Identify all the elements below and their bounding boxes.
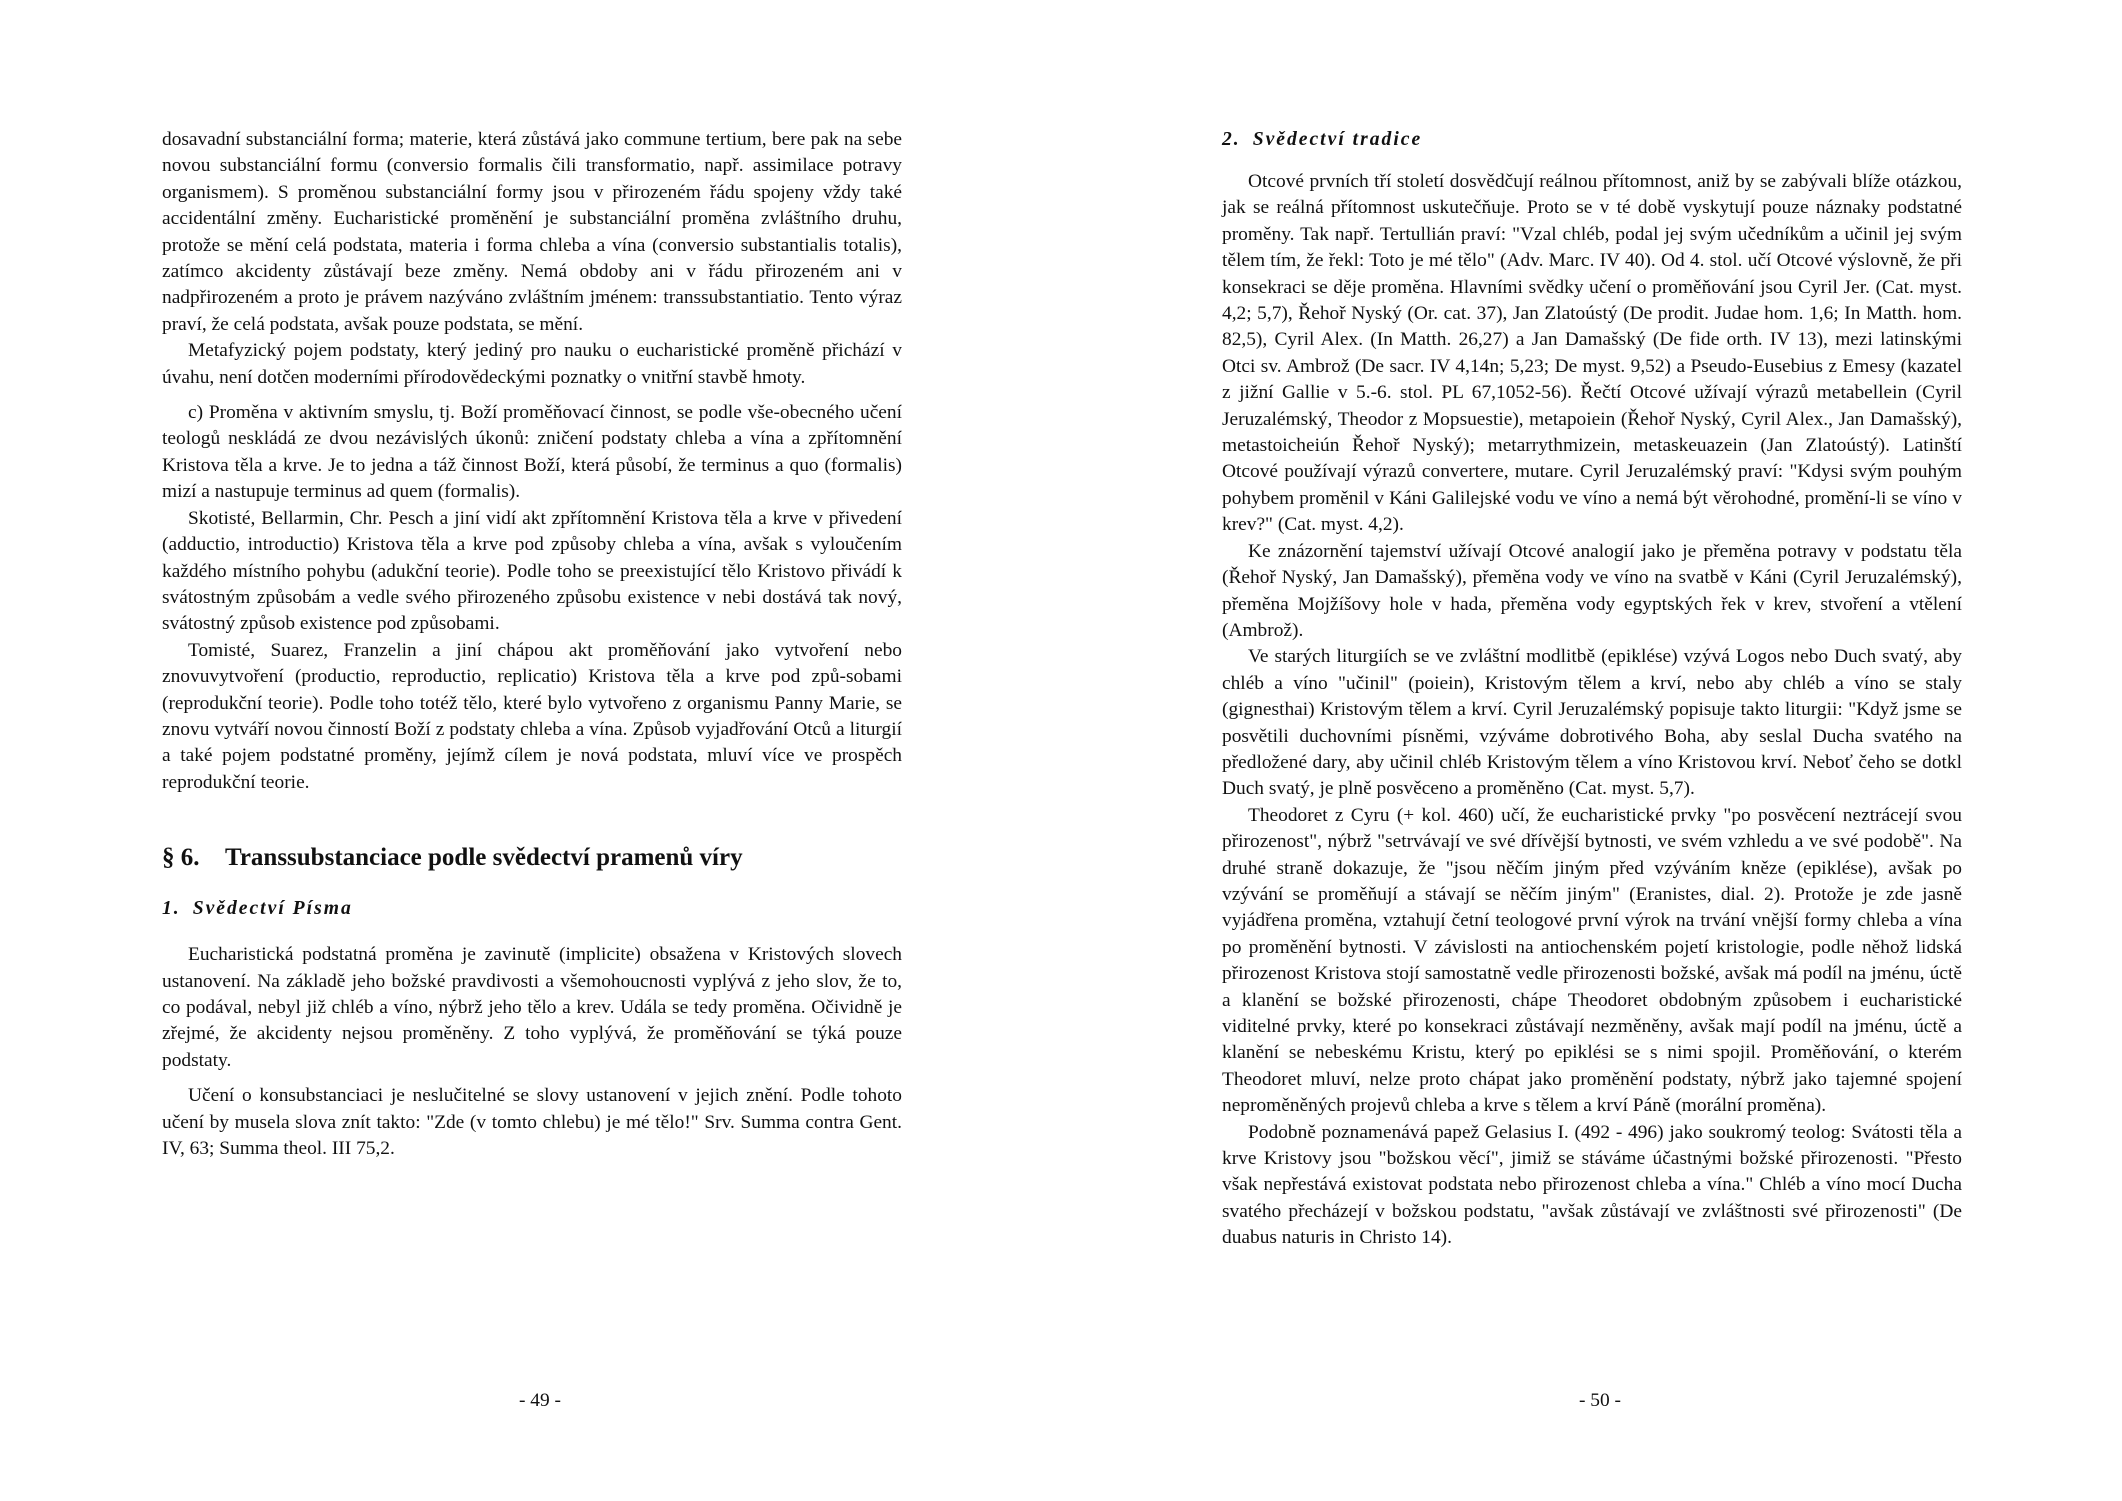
paragraph: Metafyzický pojem podstaty, který jediný pro nauku o eucharistické proměně přichází v úvahu, není dotčen moderními přírodovědeckými poznatky o vnitřní stavbě hmoty. (162, 340, 902, 388)
paragraph: Učení o konsubstanciaci je neslučitelné se slovy ustanovení v jejich znění. Podle tohoto učení by musela slova znít takto: "Zde (v tomto chlebu) je mé tělo!" Srv. Summa contra Gent. IV, 63; Summa theol. III 75,2. (162, 1085, 902, 1159)
paragraph: Theodoret z Cyru (+ kol. 460) učí, že eucharistické prvky "po posvěcení neztrácejí svou přirozenost", nýbrž "setrvávají ve své dřívější bytnosti, ve svém vzhledu a ve své podobě". Na druhé straně dokazuje, že "jsou něčím jiným před vzýváním kněze (epiklése), avšak po vzývání se proměňují a stávají se něčím jiným" (Eranistes, dial. 2). Protože je zde jasně vyjádřena proměna, vztahují četní teologové první výrok na trvání vnější formy chleba a vína po proměnění bytnosti. V závislosti na antiochenském pojetí kristologie, podle něhož lidská přirozenost Kristova stojí samostatně vedle přirozenosti božské, avšak má podíl na jménu, úctě a klanění se božské přirozenosti, chápe Theodoret obdobným způsobem i eucharistické viditelné prvky, které po konsekraci zůstávají nezměněny, avšak mají podíl na jménu, úctě a klanění se nebeskému Kristu, který po epiklési se s nimi spojil. Proměňování, o kterém Theodoret mluví, nelze proto chápat jako proměnění podstaty, nýbrž jako tajemné spojení neproměněných projevů chleba a krve s tělem a krví Páně (morální proměna). (1222, 804, 1962, 1117)
paragraph: Eucharistická podstatná proměna je zavinutě (implicite) obsažena v Kristových slovech ustanovení. Na základě jeho božské pravdivosti a všemohoucnosti vyplývá z jeho slov, že to, co podával, nebyl již chléb a víno, nýbrž jeho tělo a krev. Udála se tedy proměna. Očividně je zřejmé, že akcidenty nejsou proměněny. Z toho vyplývá, že proměňování se týká pouze podstaty. (162, 944, 902, 1071)
subsection-number: 2. (1222, 129, 1241, 150)
page-number: - 50 - (1578, 1390, 1621, 1411)
paragraph: Ke znázornění tajemství užívají Otcové analogií jako je přeměna potravy v podstatu těla (Řehoř Nyský, Jan Damašský), přeměna vody ve víno na svatbě v Káni (Cyril Jeruzalémský), přeměna Mojžíšovy hole v hada, přeměna vody egyptských řek v krev, stvoření a vtělení (Ambrož). (1222, 540, 1962, 641)
section-title: Transsubstanciace podle svědectví pramenů víry (225, 844, 743, 872)
left-page-content (162, 127, 902, 1162)
right-page-content (1222, 127, 1962, 1252)
paragraph: Ve starých liturgiích se ve zvláštní modlitbě (epiklése) vzývá Logos nebo Duch svatý, aby chléb a víno "učinil" (poiein), Kristovým tělem a krví, nebo aby chléb a víno se staly (gignesthai) Kristovým tělem a krví. Cyril Jeruzalémský popisuje takto liturgii: "Když jsme se posvětili duchovními písněmi, vzýváme dobrotivého Boha, aby seslal Ducha svatého na předložené dary, aby učinil chléb Kristovým tělem a víno Kristovou krví. Neboť čeho se dotkl Duch svatý, je plně posvěceno a proměněno (Cat. myst. 5,7). (1222, 646, 1962, 800)
subsection-title: Svědectví tradice (1252, 129, 1423, 150)
section-heading (162, 842, 902, 874)
paragraph: Tomisté, Suarez, Franzelin a jiní chápou akt proměňování jako vytvoření nebo znovuvytvoření (productio, reproductio, replicatio) Kristova těla a krve pod způ-sobami (reprodukční teorie). Podle toho totéž tělo, které bylo vytvořeno z organismu Panny Marie, se znovu vytváří novou činností Boží z podstaty chleba a vína. Způsob vyjadřování Otců a liturgií a také pojem podstatné proměny, jejímž cílem je nová podstata, mluví více ve prospěch reprodukční teorie. (162, 639, 902, 793)
paragraph: Otcové prvních tří století dosvědčují reálnou přítomnost, aniž by se zabývali blíže otázkou, jak se reálná přítomnost uskutečňuje. Proto se v té době vyskytují pouze náznaky podstatné proměny. Tak např. Tertullián praví: "Vzal chléb, podal jej svým učedníkům a učinil jej svým tělem tím, že řekl: Toto je mé tělo" (Adv. Marc. IV 40). Od 4. stol. učí Otcové výslovně, že při konsekraci se děje proměna. Hlavními svědky učení o proměňování jsou Cyril Jer. (Cat. myst. 4,2; 5,7), Řehoř Nyský (Or. cat. 37), Jan Zlatoústý (De prodit. Judae hom. 1,6; In Matth. hom. 82,5), Cyril Alex. (In Matth. 26,27) a Jan Damašský (De fide orth. IV 13), mezi latinskými Otci sv. Ambrož (De sacr. IV 4,14n; 5,23; De myst. 9,52) a Pseudo-Eusebius z Emesy (kazatel z jižní Gallie v 5.-6. stol. PL 67,1052-56). Řečtí Otcové užívají výrazů metabellein (Cyril Jeruzalémský, Theodor z Mopsuestie), metapoiein (Řehoř Nyský, Cyril Alex., Jan Damašský), metastoicheiún Řehoř Nyský); metarrythmizein, metaskeuazein (Jan Zlatoústý). Latinští Otcové používají výrazů convertere, mutare. Cyril Jeruzalémský praví: "Kdysi svým pouhým pohybem proměnil v Káni Galilejské vodu ve víno a nemá být věrohodné, promění-li se víno v krev?" (Cat. myst. 4,2). (1222, 171, 1962, 536)
paragraph: dosavadní substanciální forma; materie, která zůstává jako commune tertium, bere pak na sebe novou substanciální formu (conversio formalis čili transformatio, např. assimilace potravy organismem). S proměnou substanciální formy jsou v přirozeném řádu spojeny vždy také accidentální změny. Eucharistické proměnění je substanciální proměna zvláštního druhu, protože se mění celá podstata, materia i forma chleba a vína (conversio substantialis totalis), zatímco akcidenty zůstávají beze změny. Nemá obdoby ani v řádu přirozeném ani v nadpřirozeném a proto je právem nazýváno zvláštním jménem: transsubstantiatio. Tento výraz praví, že celá podstata, avšak pouze podstata, se mění. (162, 129, 902, 335)
paragraph: Podobně poznamenává papež Gelasius I. (492 - 496) jako soukromý teolog: Svátosti těla a krve Kristovy jsou "božskou věcí", jimiž se stáváme účastnými božské přirozenosti. "Přesto však nepřestává existovat podstata nebo přirozenost chleba a vína." Chléb a víno mocí Ducha svatého přecházejí v božskou podstatu, "avšak zůstávají ve zvláštnosti své přirozenosti" (De duabus naturis in Christo 14). (1222, 1121, 1962, 1249)
subsection-heading (162, 896, 902, 922)
subsection-heading (1222, 127, 1962, 153)
paragraph: c) Proměna v aktivním smyslu, tj. Boží proměňovací činnost, se podle vše-obecného učení teologů neskládá ze dvou nezávislých úkonů: zničení podstaty chleba a vína a zpřítomnění Kristova těla a krve. Je to jedna a táž činnost Boží, která působí, že terminus a quo (formalis) mizí a nastupuje terminus ad quem (formalis). (162, 402, 902, 503)
subsection-number: 1. (162, 898, 181, 920)
subsection-title: Svědectví Písma (192, 898, 353, 920)
section-number: § 6. (162, 844, 200, 872)
page-number: - 49 - (518, 1390, 561, 1411)
paragraph: Skotisté, Bellarmin, Chr. Pesch a jiní vidí akt zpřítomnění Kristova těla a krve v přivedení (adductio, introductio) Kristova těla a krve pod způsoby chleba a vína, avšak s vyloučením každého místního pohybu (adukční teorie). Podle toho se preexistující tělo Kristovo přivádí k svátostným způsobám a vedle svého přirozeného způsobu existence v nebi dostává tak nový, svátostný způsob existence pod způsobami. (162, 507, 902, 635)
